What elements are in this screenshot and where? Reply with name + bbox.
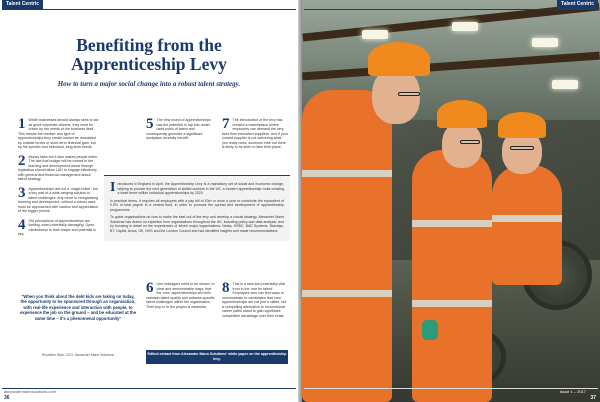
- hard-hat-icon: [437, 100, 487, 128]
- issue-label: Issue 1 – 2017: [559, 389, 586, 394]
- feature-para-1: [110, 182, 284, 196]
- ceiling-light-icon: [452, 22, 478, 31]
- hi-vis-jacket: [412, 150, 492, 402]
- feature-para-3: To guide organisations on how to make the best out of the levy and develop a robust strategy, Alexander Mann Solutions has drawn on expertise from organisations throughout the UK, including policy and data analysis, and by focusing in detail on the experiences of seven major organisations: Nesta, HSBC, BAE Systems, Barclays, BT, Capita, Aviva, GE, NHS and the London Council and has identified insights and made recommendations.: [110, 215, 284, 233]
- column-5: [222, 282, 288, 323]
- section-tab: Talent Centric: [557, 0, 598, 9]
- item-text: The new round of apprenticeships has the potential to tap into under-used pools of talent and consequently generate a significant workplace diversity benefit.: [146, 118, 212, 140]
- list-item: [18, 155, 100, 182]
- item-number: 5: [146, 118, 154, 132]
- item-number: 1: [18, 118, 26, 132]
- article-title-line1: Benefiting from the: [76, 35, 222, 55]
- feature-para-2: In practical terms, it requires all employers with a pay bill of £3m or more a year to contribute the equivalent of 0.5% of total payroll to a central fund, in order to promote the spread and development of apprenticeship programmes.: [110, 198, 284, 212]
- column-3: [222, 118, 288, 155]
- reflective-stripe: [492, 215, 562, 222]
- hard-hat-icon: [368, 42, 430, 76]
- safety-glasses-icon: [460, 140, 480, 144]
- ceiling-light-icon: [532, 38, 558, 47]
- article-title-line2: Apprenticeship Levy: [71, 54, 227, 74]
- feature-text: ntroduced in England in April, the Apprenticeship Levy is a mandatory set of social and economic change, helping to provide the next generation of skilled workers in the UK, a modern apprenticeship route creating a heart three million individual apprenticeships by 2020.: [117, 182, 284, 195]
- page-number-right: 37: [590, 395, 596, 401]
- worker-head: [442, 122, 482, 168]
- item-number: 6: [146, 282, 154, 296]
- item-number: 3: [18, 186, 26, 201]
- intro-feature-box: [104, 175, 290, 241]
- reflective-stripe: [302, 170, 392, 177]
- safety-glasses-icon: [398, 92, 420, 96]
- quote-attribution: Rosaleen Blair, CEO, Alexander Mann Solutions: [41, 353, 115, 357]
- list-item: [222, 282, 288, 318]
- item-text: Old perceptions of apprenticeships are limiting, even potentially damaging. Open-mindedness to their shape and potential is key.: [18, 218, 96, 236]
- item-text: The introduction of the levy has created a marketplace where employers can demand the very best from education suppliers. And if your current supplier is not delivering what you really need, someone else out there is likely to be keen to take their place.: [222, 118, 288, 149]
- list-item: [146, 118, 216, 141]
- reflective-stripe: [412, 300, 492, 307]
- green-glove-icon: [422, 320, 438, 340]
- list-item: [222, 118, 288, 150]
- list-item: [18, 118, 100, 150]
- header-rule: [2, 9, 296, 10]
- reflective-stripe: [302, 290, 392, 297]
- list-item: [18, 219, 100, 237]
- item-text: While businesses should always seek to act as good corporate citizens, they must be driven by the needs of the business itself. This means the number and type of apprenticeships they create cannot be mandated by outside forces or short-term financial gain, but by the specific and individual, long-term needs.: [18, 118, 99, 149]
- ceiling-light-icon: [552, 80, 578, 89]
- list-item: [146, 282, 216, 309]
- reflective-stripe: [412, 220, 492, 227]
- source-bar: Edited extract from Alexander Mann Solutions' white paper on the apprenticeship levy.: [146, 350, 288, 364]
- item-number: 2: [18, 154, 26, 169]
- page-number-left: 36: [4, 395, 10, 401]
- item-text: Apprenticeships are not a 'magic bullet', but a key part of a wide-ranging solution to talent challenges. Any move to reorganising learning and development, without a robust case, must be approached with caution and appreciation of the bigger picture.: [18, 186, 99, 213]
- left-page: [0, 0, 298, 402]
- footer-url[interactable]: alexandermannsolutions.com: [4, 389, 57, 394]
- item-text: This is a new and potentially vital front in the 'war for talent'. Employers who can find ways to communicate to candidates that 'new' apprenticeships are not just a viable, but a compelling alternative to conventional career paths stand to gain significant competitive advantage over their rivals.: [222, 282, 287, 318]
- column-2: [146, 118, 216, 146]
- item-number: 4: [18, 218, 26, 233]
- footer-rule: [304, 388, 598, 389]
- worker-head: [372, 68, 420, 124]
- article-subtitle: How to turn a major social change into a robust talent strategy.: [57, 80, 241, 88]
- item-text: Money talks but it also makes people listen. The fact that budget will be moved to the learning and development arena through legislation should allow L&D to engage effectively with general and financial management about talent strategy.: [18, 154, 98, 181]
- header-rule: [304, 9, 598, 10]
- column-1: [18, 118, 100, 242]
- pull-quote: "When you think about the debt kids are taking on today, the opportunity to be sponsored through an organisation, with real-life experience and interaction with people, to experience the job on the ground – and be educated at the same time – it's a phenomenal opportunity": [19, 294, 137, 321]
- list-item: [18, 187, 100, 214]
- ceiling-light-icon: [362, 30, 388, 39]
- hi-vis-jacket: [492, 165, 562, 285]
- item-text: Line managers need to be shown, in clear and demonstrable ways, that the 'new' apprenticeships will both maintain talent quality and address specific talent challenges within the organisation. Their buy-in to the project is essential.: [146, 282, 215, 309]
- hard-hat-icon: [498, 112, 546, 138]
- safety-glasses-icon: [510, 146, 534, 150]
- drop-cap: I: [110, 180, 116, 195]
- hi-vis-jacket: [302, 90, 392, 402]
- item-number: 7: [222, 118, 230, 132]
- column-4: [146, 282, 216, 314]
- right-page-photo: [302, 0, 600, 402]
- section-tab: Talent Centric: [2, 0, 43, 9]
- item-number: 8: [222, 282, 230, 296]
